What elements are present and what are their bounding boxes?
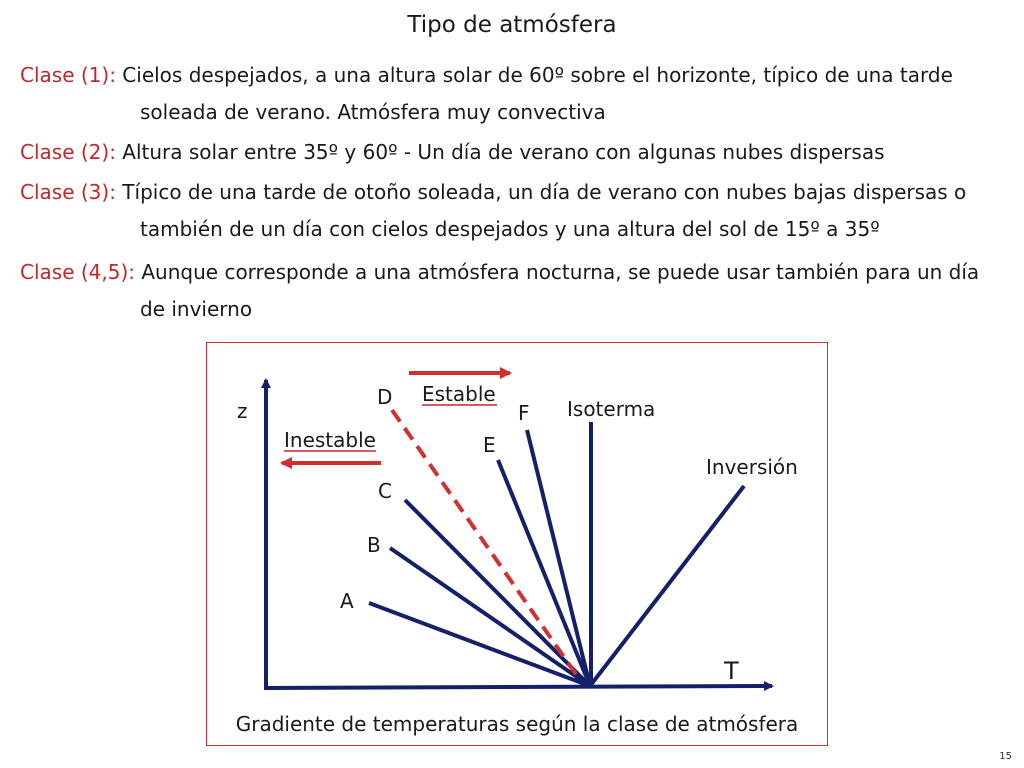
class-3-text-cont: también de un día con cielos despejados y una altura del sol de 15º a 35º (140, 217, 880, 241)
inversion-line (590, 486, 744, 686)
class-3-label: Clase (3): (20, 180, 116, 204)
class-c-label: C (378, 479, 392, 503)
unstable-label: Inestable (284, 428, 376, 452)
class-3-text: Típico de una tarde de otoño soleada, un día de verano con nubes bajas dispersas o (122, 180, 967, 204)
class-1-label: Clase (1): (20, 63, 116, 87)
class-2-text: Altura solar entre 35º y 60º - Un día de verano con algunas nubes dispersas (122, 140, 885, 164)
class-4-5-text: Aunque corresponde a una atmósfera nocturna, se puede usar también para un día (141, 260, 980, 284)
class-b-label: B (367, 533, 381, 557)
class-f-label: F (518, 401, 530, 425)
page-number: 15 (999, 751, 1012, 762)
stable-label: Estable (422, 382, 496, 406)
class-1-text-cont: soleada de verano. Atmósfera muy convectiva (140, 100, 606, 124)
diagram-caption: Gradiente de temperaturas según la clase de atmósfera (235, 712, 799, 736)
line-c (405, 500, 590, 686)
class-1-text: Cielos despejados, a una altura solar de 60º sobre el horizonte, típico de una tarde (122, 63, 953, 87)
class-4-5-text-cont: de invierno (140, 297, 253, 321)
t-axis (264, 686, 772, 688)
z-axis-label: z (237, 399, 248, 423)
isotherm-label: Isoterma (567, 397, 656, 421)
class-2-label: Clase (2): (20, 140, 116, 164)
class-4-5-label: Clase (4,5): (20, 260, 136, 284)
class-e-label: E (483, 433, 496, 457)
inversion-label: Inversión (706, 455, 798, 479)
slide-title: Tipo de atmósfera (407, 12, 617, 38)
class-d-label: D (377, 385, 393, 409)
t-axis-label: T (724, 657, 739, 685)
class-a-label: A (340, 589, 354, 613)
